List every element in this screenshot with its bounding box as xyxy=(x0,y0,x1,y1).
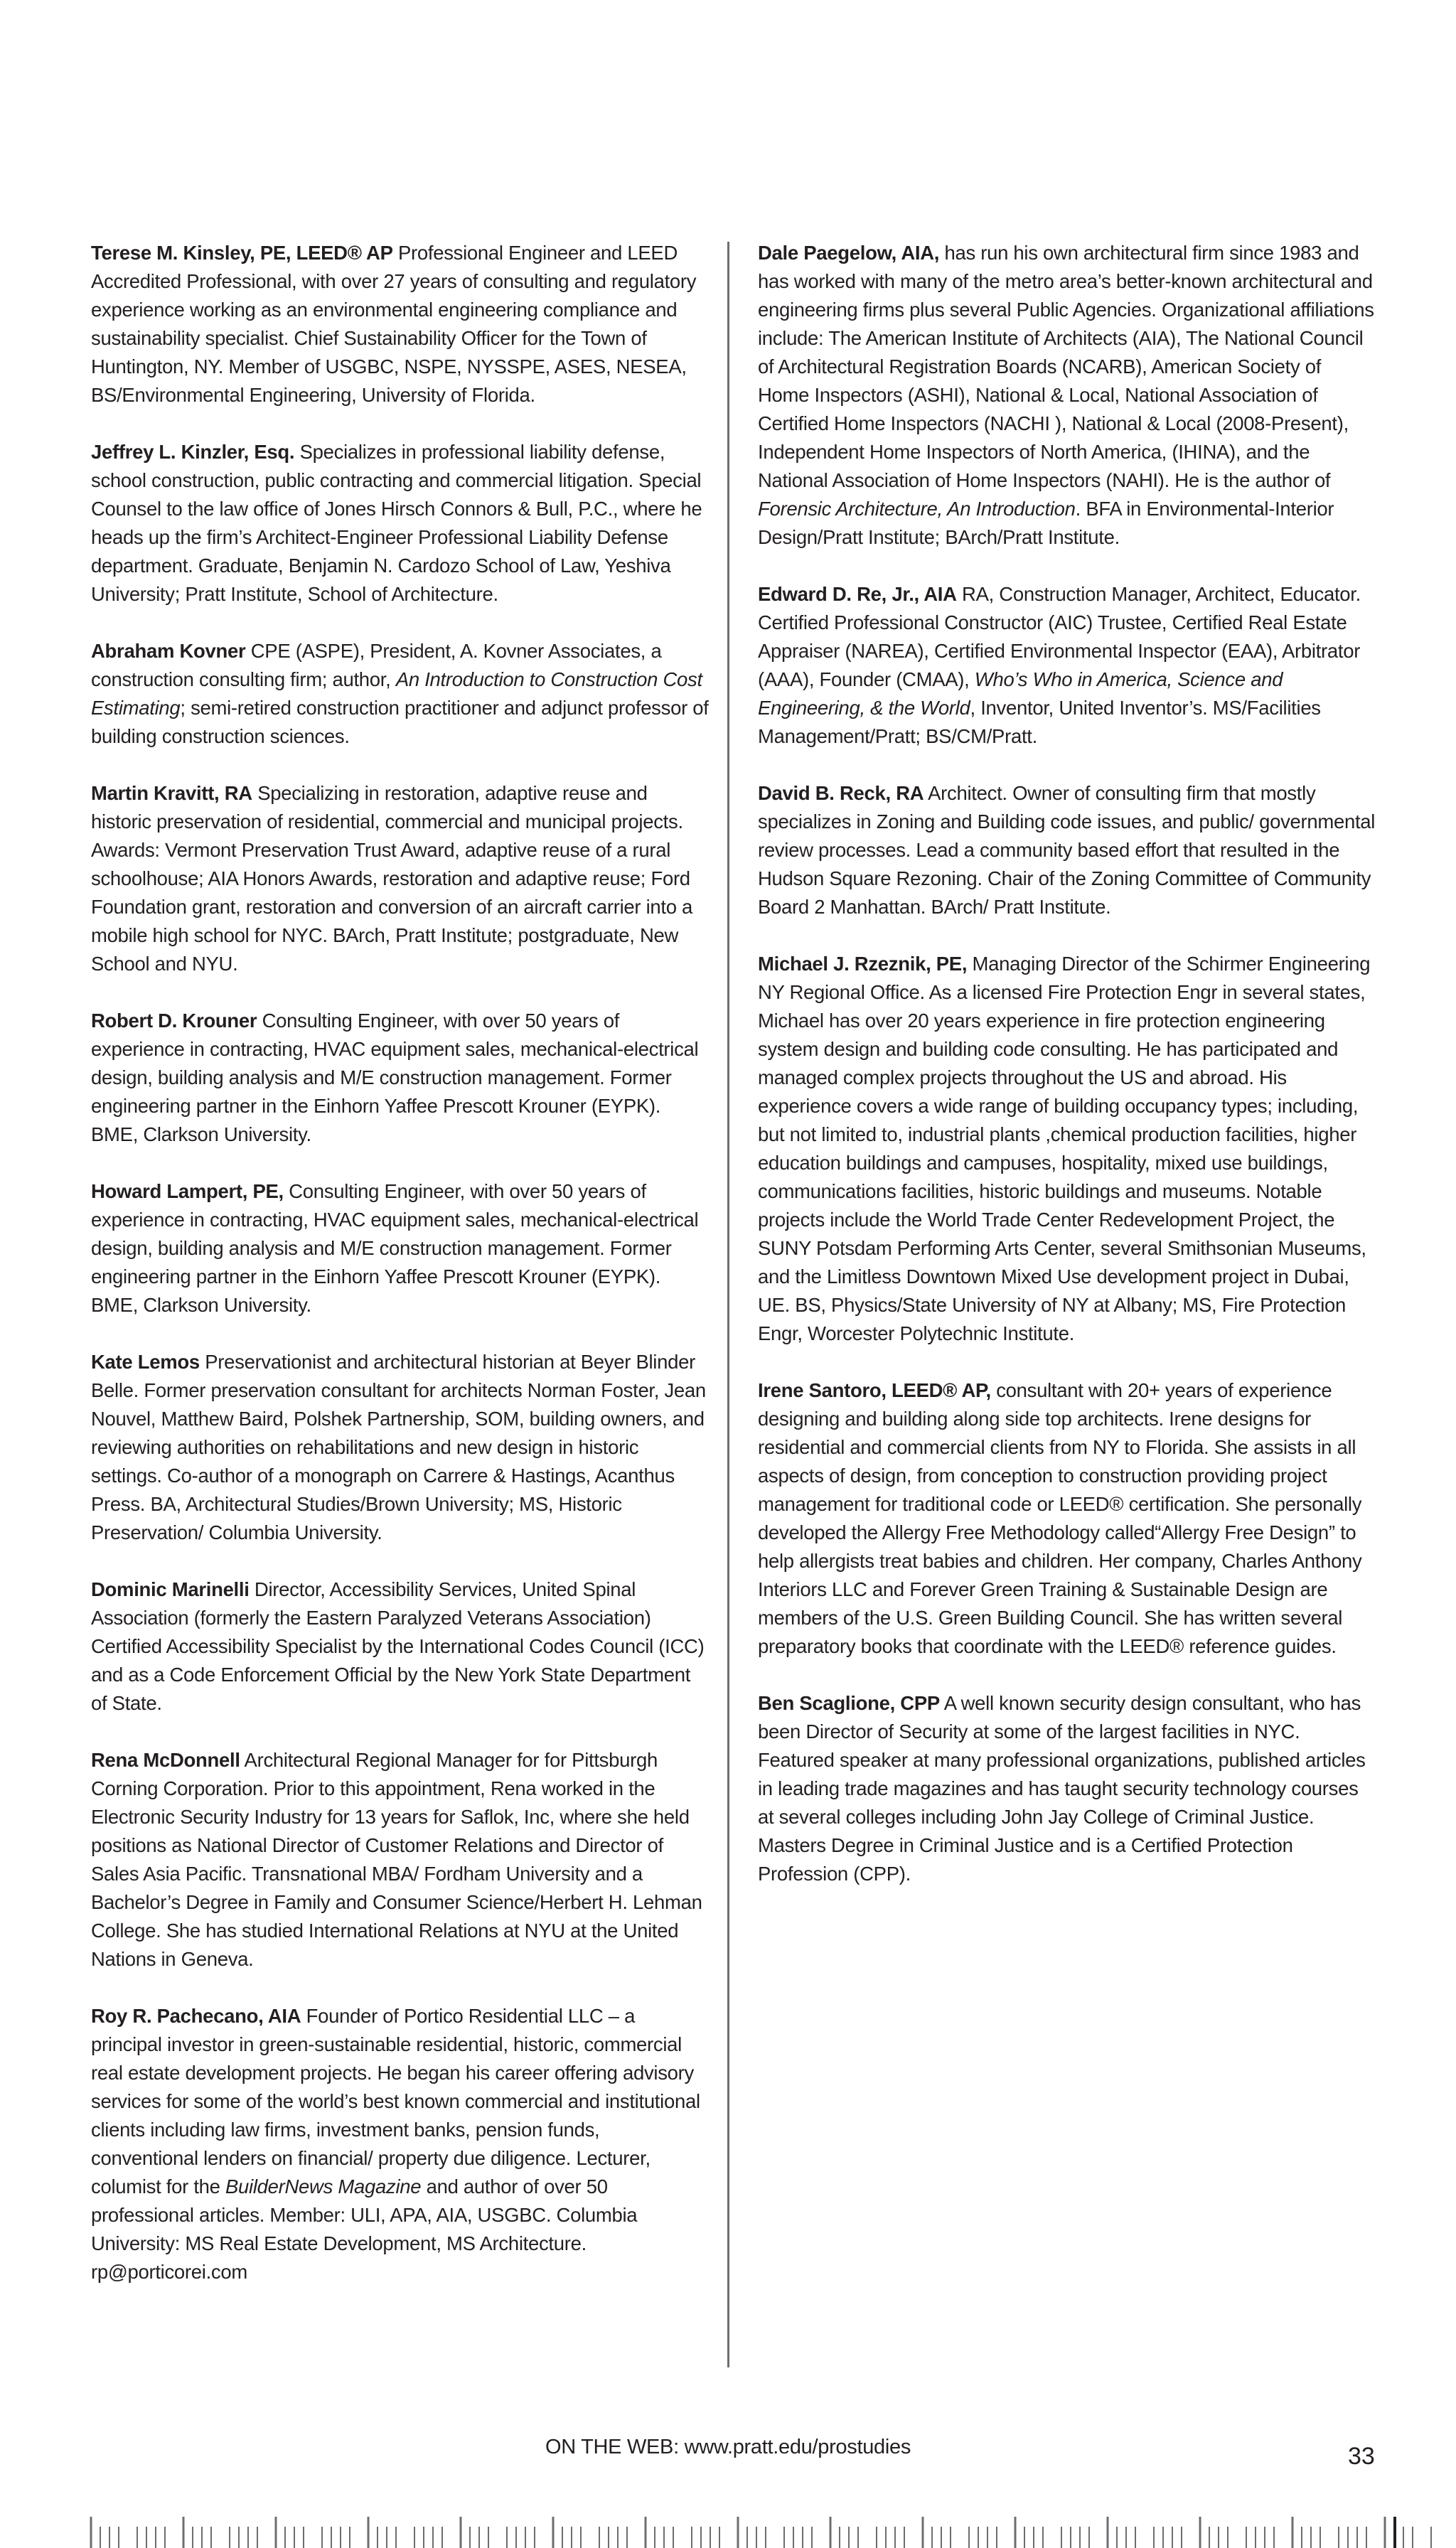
bio-text: Managing Director of the Schirmer Engineering NY Regional Office. As a licensed Fire Protection Engr in several states, Michael has over 20 years experience in fire protection engineering system design and building code consulting. He has participated and managed complex projects throughout the US and abroad. His experience covers a wide range of building occupancy types; including, but not limited to, industrial plants ,chemical production facilities, higher education buildings and campuses, hospitality, mixed use buildings, communications facilities, historic buildings and museums. Notable projects include the World Trade Center Redevelopment Project, the SUNY Potsdam Performing Arts Center, several Smithsonian Museums, and the Limitless Downtown Mixed Use development project in Dubai, UE. BS, Physics/State University of NY at Albany; MS, Fire Protection Engr, Worcester Polytechnic Institute. xyxy=(758,953,1371,1344)
bio-italic-title: Who’s Who in America, Science and Engineering, & the World xyxy=(758,668,1283,719)
bio-entry xyxy=(91,1007,710,1149)
bio-italic-title: BuilderNews Magazine xyxy=(225,2175,422,2198)
bio-text: Preservationist and architectural historian at Beyer Blinder Belle. Former preservation consultant for architects Norman Foster, Jean Nouvel, Matthew Baird, Polshek Partnership, SOM, building owners, and reviewing authorities on rehabilitations and new design in historic settings. Co-author of a monograph on Carrere & Hastings, Acanthus Press. BA, Architectural Studies/Brown University; MS, Historic Preservation/ Columbia University. xyxy=(91,1351,706,1543)
bio-name: Abraham Kovner xyxy=(91,640,246,662)
bio-text: has run his own architectural firm since 1983 and has worked with many of the metro area’s better-known architectural and engineering firms plus several Public Agencies. Organizational affiliations include: The American Institute of Architects (AIA), The National Council of Architectural Registration Boards (NCARB), American Society of Home Inspectors (ASHI), National & Local, National Association of Certified Home Inspectors (NACHI ), National & Local (2008-Present), Independent Home Inspectors of North America, (IHINA), and the National Association of Home Inspectors (NAHI). He is the author of xyxy=(758,242,1374,491)
footer-label: ON THE WEB: xyxy=(545,2436,679,2458)
bio-name: Martin Kravitt, RA xyxy=(91,782,252,804)
bio-text: Architect. Owner of consulting firm that mostly specializes in Zoning and Building code issues, and public/ governmental review processes. Lead a community based effort that resulted in the Hudson Square Rezoning. Chair of the Zoning Committee of Community Board 2 Manhattan. BArch/ Pratt Institute. xyxy=(758,782,1376,918)
bio-entry xyxy=(758,1689,1376,1888)
bio-entry xyxy=(91,1575,710,1718)
ruler-decoration xyxy=(0,2517,1456,2548)
bio-text: CPE (ASPE), President, A. Kovner Associates, a construction consulting firm; author, xyxy=(91,640,662,690)
bio-name: Dominic Marinelli xyxy=(91,1578,250,1600)
bio-entry xyxy=(758,580,1376,751)
bio-entry xyxy=(91,2002,710,2286)
bio-text: Professional Engineer and LEED Accredited Professional, with over 27 years of consulting and regulatory experience working as an environmental engineering compliance and sustainability specialist. Chief Sustainability Officer for the Town of Huntington, NY. Member of USGBC, NSPE, NYSSPE, ASES, NESEA, BS/Environmental Engineering, University of Florida. xyxy=(91,242,697,406)
bio-text: Consulting Engineer, with over 50 years of experience in contracting, HVAC equipment sales, mechanical-electrical design, building analysis and M/E construction management. Former engineering partner in the Einhorn Yaffee Prescott Krouner (EYPK). BME, Clarkson University. xyxy=(91,1180,699,1316)
bio-text: Specializing in restoration, adaptive reuse and historic preservation of residential, commercial and municipal projects. Awards: Vermont Preservation Trust Award, adaptive reuse of a rural schoolhouse; AIA Honors Awards, restoration and adaptive reuse; Ford Foundation grant, restoration and conversion of an aircraft carrier into a mobile high school for NYC. BArch, Pratt Institute; postgraduate, New School and NYU. xyxy=(91,782,693,975)
bio-name: Kate Lemos xyxy=(91,1351,200,1373)
bio-name: Edward D. Re, Jr., AIA xyxy=(758,583,957,605)
bio-italic-title: An Introduction to Construction Cost Estimating xyxy=(91,668,702,719)
bio-entry xyxy=(91,239,710,410)
bio-entry xyxy=(758,950,1376,1348)
footer xyxy=(0,2436,1456,2459)
bio-text: , Inventor, United Inventor’s. MS/Facilities Management/Pratt; BS/CM/Pratt. xyxy=(758,697,1321,747)
bio-entry xyxy=(758,1376,1376,1661)
bio-name: Howard Lampert, PE, xyxy=(91,1180,284,1202)
bio-entry xyxy=(91,1348,710,1547)
bio-entry xyxy=(91,779,710,978)
bio-name: Roy R. Pachecano, AIA xyxy=(91,2005,301,2027)
bio-text: Consulting Engineer, with over 50 years of experience in contracting, HVAC equipment sales, mechanical-electrical design, building analysis and M/E construction management. Former engineering partner in the Einhorn Yaffee Prescott Krouner (EYPK). BME, Clarkson University. xyxy=(91,1010,699,1145)
footer-url[interactable]: www.pratt.edu/prostudies xyxy=(684,2436,911,2458)
bio-name: Terese M. Kinsley, PE, LEED® AP xyxy=(91,242,393,264)
bio-entry xyxy=(91,438,710,609)
left-column xyxy=(91,239,710,2315)
bio-italic-title: Forensic Architecture, An Introduction xyxy=(758,498,1076,520)
bio-text: Founder of Portico Residential LLC – a principal investor in green-sustainable residential, historic, commercial real estate development projects. He began his career offering advisory services for some of the world’s best known commercial and institutional clients including law firms, investment banks, pension funds, conventional lenders on financial/ property due diligence. Lecturer, columist for the xyxy=(91,2005,700,2198)
bio-name: Michael J. Rzeznik, PE, xyxy=(758,953,968,975)
bio-name: Ben Scaglione, CPP xyxy=(758,1692,940,1714)
page-number: 33 xyxy=(1348,2443,1375,2470)
bio-text: and author of over 50 professional articles. Member: ULI, APA, AIA, USGBC. Columbia University: MS Real Estate Development, MS Architecture. rp@porticorei.com xyxy=(91,2175,638,2283)
bio-name: David B. Reck, RA xyxy=(758,782,924,804)
bio-text: A well known security design consultant, who has been Director of Security at some of the largest facilities in NYC. Featured speaker at many professional organizations, published articles in leading trade magazines and has taught security technology courses at several colleges including John Jay College of Criminal Justice. Masters Degree in Criminal Justice and is a Certified Protection Profession (CPP). xyxy=(758,1692,1366,1885)
bio-name: Irene Santoro, LEED® AP, xyxy=(758,1379,991,1401)
bio-text: . BFA in Environmental-Interior Design/Pratt Institute; BArch/Pratt Institute. xyxy=(758,498,1334,548)
bio-name: Robert D. Krouner xyxy=(91,1010,257,1032)
bio-name: Dale Paegelow, AIA, xyxy=(758,242,940,264)
bio-name: Rena McDonnell xyxy=(91,1749,240,1771)
bio-name: Jeffrey L. Kinzler, Esq. xyxy=(91,441,295,463)
bio-entry xyxy=(91,637,710,751)
bio-text: Director, Accessibility Services, United Spinal Association (formerly the Eastern Paralyzed Veterans Association) Certified Accessibility Specialist by the International Codes Council (ICC) and as a Code Enforcement Official by the New York State Department of State. xyxy=(91,1578,705,1714)
bio-text: Architectural Regional Manager for for Pittsburgh Corning Corporation. Prior to this appointment, Rena worked in the Electronic Security Industry for 13 years for Saflok, Inc, where she held positions as National Director of Customer Relations and Director of Sales Asia Pacific. Transnational MBA/ Fordham University and a Bachelor’s Degree in Family and Consumer Science/Herbert H. Lehman College. She has studied International Relations at NYU at the United Nations in Geneva. xyxy=(91,1749,702,1970)
bio-text: RA, Construction Manager, Architect, Educator. Certified Professional Constructor (AIC) Trustee, Certified Real Estate Appraiser (NAREA), Certified Environmental Inspector (EAA), Arbitrator (AAA), Founder (CMAA), xyxy=(758,583,1361,690)
bio-entry xyxy=(758,779,1376,921)
right-column xyxy=(758,239,1376,1917)
bio-entry xyxy=(91,1746,710,1974)
bio-text: consultant with 20+ years of experience designing and building along side top architects. Irene designs for residential and commercial clients from NY to Florida. She assists in all aspects of design, from conception to construction providing project management for traditional code or LEED® certification. She personally developed the Allergy Free Methodology called“Allergy Free Design” to help allergists treat babies and children. Her company, Charles Anthony Interiors LLC and Forever Green Training & Sustainable Design are members of the U.S. Green Building Council. She has written several preparatory books that coordinate with the LEED® reference guides. xyxy=(758,1379,1362,1657)
bio-entry xyxy=(91,1177,710,1320)
column-divider xyxy=(727,242,729,2367)
bio-text: ; semi-retired construction practitioner and adjunct professor of building construction sciences. xyxy=(91,697,709,747)
bio-text: Specializes in professional liability defense, school construction, public contracting and commercial litigation. Special Counsel to the law office of Jones Hirsch Connors & Bull, P.C., where he heads up the firm’s Architect-Engineer Professional Liability Defense department. Graduate, Benjamin N. Cardozo School of Law, Yeshiva University; Pratt Institute, School of Architecture. xyxy=(91,441,702,605)
bio-entry xyxy=(758,239,1376,552)
